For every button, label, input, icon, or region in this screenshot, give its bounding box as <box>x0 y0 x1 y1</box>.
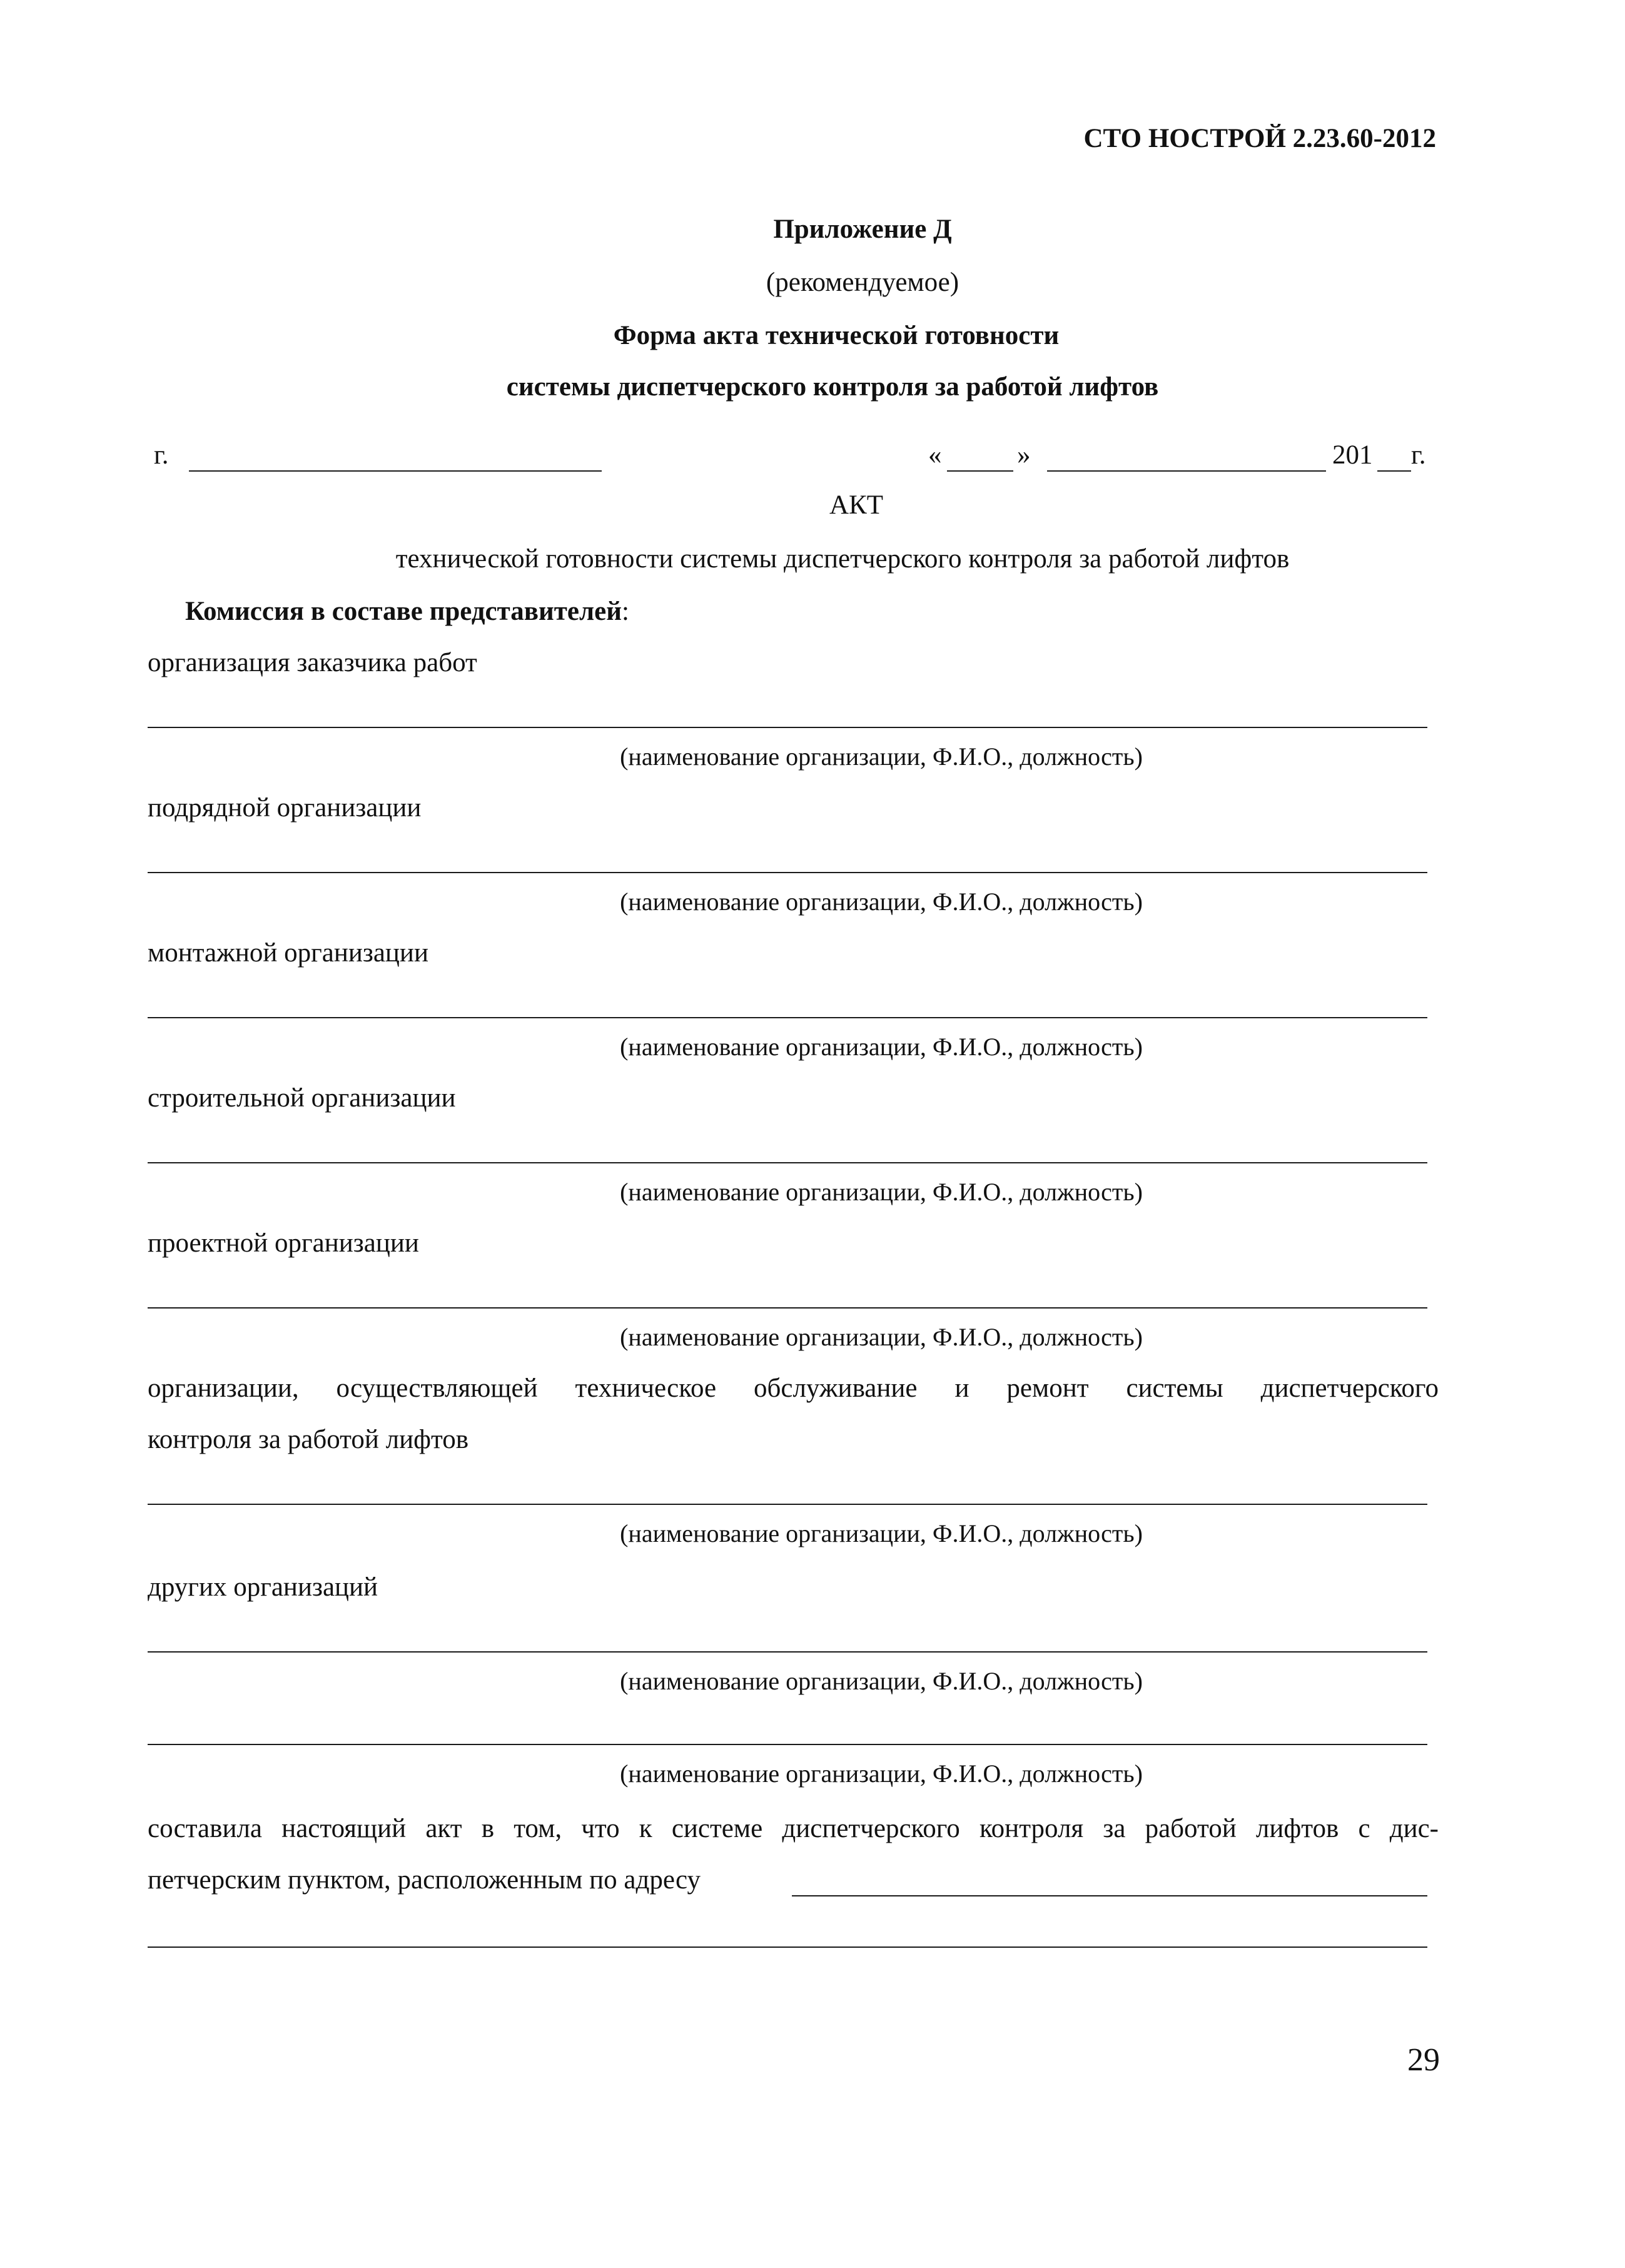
city-prefix: г. <box>154 440 169 470</box>
org-others-line-2[interactable] <box>148 1744 1427 1745</box>
closing-line-1: составила настоящий акт в том, что к системе диспетчерского контроля за работой лифтов с дис- <box>148 1814 1439 1843</box>
year-prefix: 201 <box>1332 440 1373 470</box>
year-blank[interactable] <box>1377 470 1411 472</box>
org-customer-line[interactable] <box>148 727 1427 728</box>
org-contractor-line[interactable] <box>148 872 1427 873</box>
org-designer-label: проектной организации <box>148 1228 419 1258</box>
org-maintenance-label-line-1: организации, осуществляющей техническое обслуживание и ремонт системы диспетчерского <box>148 1374 1439 1403</box>
date-quote-close: » <box>1017 440 1031 470</box>
org-designer-caption: (наименование организации, Ф.И.О., должность) <box>620 1323 1143 1351</box>
address-blank-1[interactable] <box>792 1895 1427 1896</box>
page-number: 29 <box>1407 2042 1440 2078</box>
month-blank[interactable] <box>1047 470 1326 472</box>
org-installer-caption: (наименование организации, Ф.И.О., должность) <box>620 1033 1143 1061</box>
form-title-line-2: системы диспетчерского контроля за работой лифтов <box>506 372 1159 402</box>
org-designer-line[interactable] <box>148 1307 1427 1309</box>
appendix-status: (рекомендуемое) <box>766 268 959 297</box>
commission-colon: : <box>621 597 629 626</box>
city-blank[interactable] <box>189 470 602 472</box>
date-quote-open: « <box>928 440 942 470</box>
closing-line-2: петчерским пунктом, расположенным по адресу <box>148 1865 701 1895</box>
org-maintenance-label-line-2: контроля за работой лифтов <box>148 1425 469 1454</box>
org-customer-label: организация заказчика работ <box>148 648 477 677</box>
act-subtitle: технической готовности системы диспетчерского контроля за работой лифтов <box>395 544 1290 574</box>
org-others-label: других организаций <box>148 1572 378 1602</box>
org-builder-caption: (наименование организации, Ф.И.О., должность) <box>620 1178 1143 1206</box>
commission-label: Комиссия в составе представителей <box>185 597 622 626</box>
org-others-caption-1: (наименование организации, Ф.И.О., должность) <box>620 1667 1143 1695</box>
org-customer-caption: (наименование организации, Ф.И.О., должность) <box>620 742 1143 771</box>
org-maintenance-line[interactable] <box>148 1504 1427 1505</box>
org-builder-line[interactable] <box>148 1162 1427 1163</box>
form-title-line-1: Форма акта технической готовности <box>613 321 1060 350</box>
org-maintenance-caption: (наименование организации, Ф.И.О., должность) <box>620 1519 1143 1547</box>
commission-heading <box>185 595 629 628</box>
org-others-line-1[interactable] <box>148 1651 1427 1653</box>
year-suffix: г. <box>1411 440 1426 470</box>
appendix-title: Приложение Д <box>773 215 952 244</box>
org-contractor-label: подрядной организации <box>148 793 422 823</box>
act-title: АКТ <box>829 490 883 520</box>
org-installer-line[interactable] <box>148 1017 1427 1018</box>
org-installer-label: монтажной организации <box>148 938 428 968</box>
org-others-caption-2: (наименование организации, Ф.И.О., должность) <box>620 1759 1143 1788</box>
address-blank-2[interactable] <box>148 1947 1427 1948</box>
day-blank[interactable] <box>947 470 1013 472</box>
org-contractor-caption: (наименование организации, Ф.И.О., должность) <box>620 888 1143 916</box>
org-builder-label: строительной организации <box>148 1083 456 1113</box>
document-code: СТО НОСТРОЙ 2.23.60-2012 <box>1083 124 1436 153</box>
